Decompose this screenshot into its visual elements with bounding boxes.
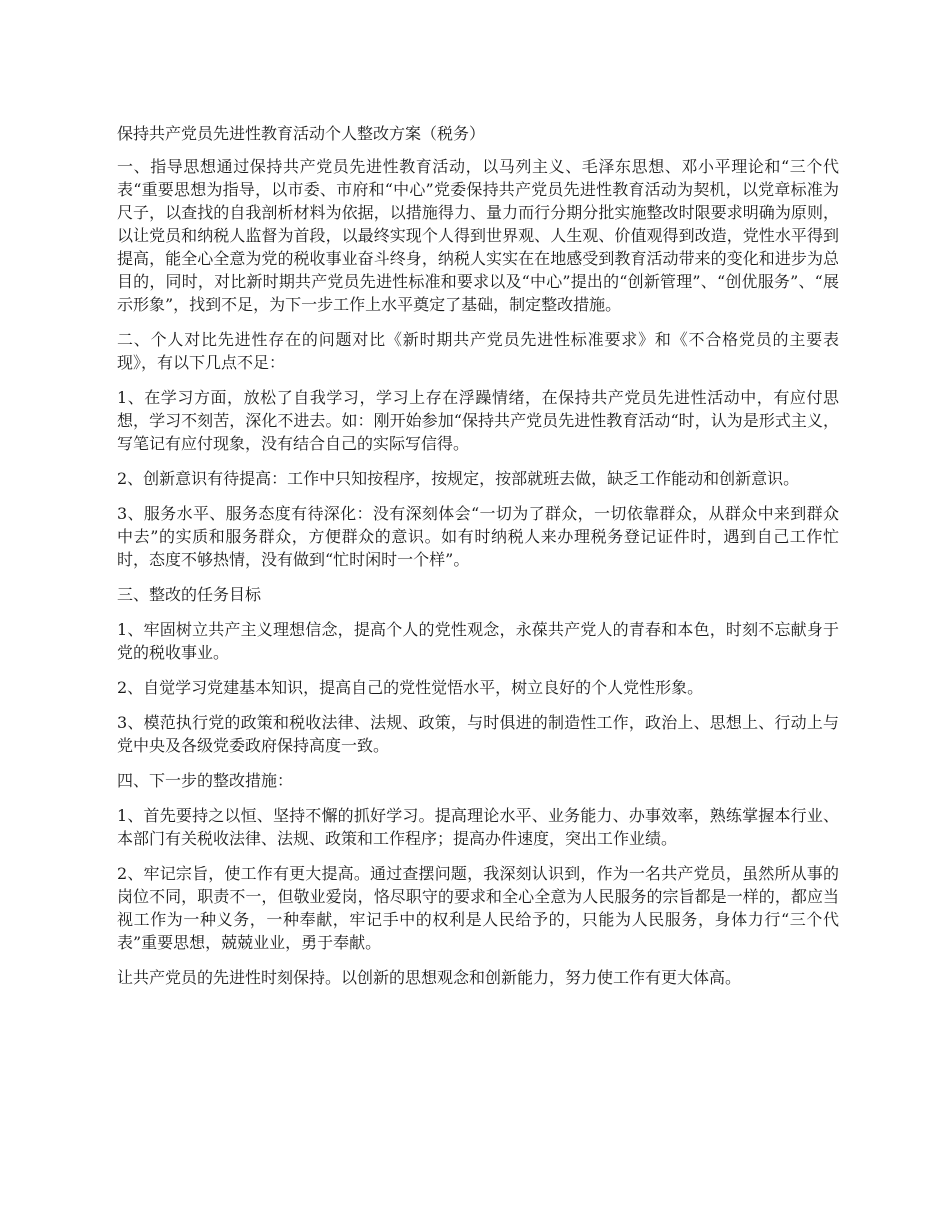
paragraph-problem-service: 3、服务水平、服务态度有待深化：没有深刻体会“一切为了群众，一切依靠群众，从群众中来到群众中去”的实质和服务群众，方便群众的意识。如有时纳税人来办理税务登记证件时，遇到自己工作忙时，态度不够热情，没有做到“忙时闲时一个样”。 xyxy=(117,504,839,569)
paragraph-section-four-heading: 四、下一步的整改措施： xyxy=(117,771,294,790)
paragraph-problem-study: 1、在学习方面，放松了自我学习，学习上存在浮躁情绪，在保持共产党员先进性活动中，有应付思想，学习不刻苦，深化不进去。如：刚开始参加“保持共产党员先进性教育活动“时，认为是形式主义，写笔记有应付现象，没有结合自己的实际写信得。 xyxy=(117,388,839,453)
paragraph-goal-ideals: 1、牢固树立共产主义理想信念，提高个人的党性观念，永葆共产党人的青春和本色，时刻不忘献身于党的税收事业。 xyxy=(117,620,839,662)
paragraph-problem-innovation: 2、创新意识有待提高：工作中只知按程序，按规定，按部就班去做，缺乏工作能动和创新意识。 xyxy=(117,469,800,488)
document-body xyxy=(117,122,839,1001)
paragraph-measure-study: 1、首先要持之以恒、坚持不懈的抓好学习。提高理论水平、业务能力、办事效率，熟练掌握本行业、本部门有关税收法律、法规、政策和工作程序；提高办件速度，突出工作业绩。 xyxy=(117,806,839,848)
paragraph-goal-policy: 3、模范执行党的政策和税收法律、法规、政策，与时俱进的制造性工作，政治上、思想上、行动上与党中央及各级党委政府保持高度一致。 xyxy=(117,713,839,755)
paragraph-section-two-heading: 二、个人对比先进性存在的问题对比《新时期共产党员先进性标准要求》和《不合格党员的主要表现》，有以下几点不足： xyxy=(117,330,839,372)
paragraph-closing: 让共产党员的先进性时刻保持。以创新的思想观念和创新能力，努力使工作有更大体高。 xyxy=(117,968,742,987)
paragraph-measure-purpose: 2、牢记宗旨，使工作有更大提高。通过查摆问题，我深刻认识到，作为一名共产党员，虽然所从事的岗位不同，职责不一，但敬业爱岗，恪尽职守的要求和全心全意为人民服务的宗旨都是一样的，都应当视工作为一种义务，一种奉献，牢记手中的权利是人民给予的，只能为人民服务，身体力行“三个代表”重要思想，兢兢业业，勇于奉献。 xyxy=(117,864,839,952)
paragraph-guiding-thought: 一、指导思想通过保持共产党员先进性教育活动，以马列主义、毛泽东思想、邓小平理论和“三个代表“重要思想为指导，以市委、市府和“中心”党委保持共产党员先进性教育活动为契机，以党章标准为尺子，以查找的自我剖析材料为依据，以措施得力、量力而行分期分批实施整改时限要求明确为原则，以让党员和纳税人监督为首段，以最终实现个人得到世界观、人生观、价值观得到改造，党性水平得到提高，能全心全意为党的税收事业奋斗终身，纳税人实实在在地感受到教育活动带来的变化和进步为总目的，同时，对比新时期共产党员先进性标准和要求以及“中心”提出的“创新管理”、“创优服务”、“展示形象”，找到不足，为下一步工作上水平奠定了基础，制定整改措施。 xyxy=(117,157,839,314)
document-title: 保持共产党员先进性教育活动个人整改方案（税务） xyxy=(117,124,486,143)
paragraph-section-three-heading: 三、整改的任务目标 xyxy=(117,585,262,604)
paragraph-goal-learning: 2、自觉学习党建基本知识，提高自己的党性觉悟水平，树立良好的个人党性形象。 xyxy=(117,678,704,697)
